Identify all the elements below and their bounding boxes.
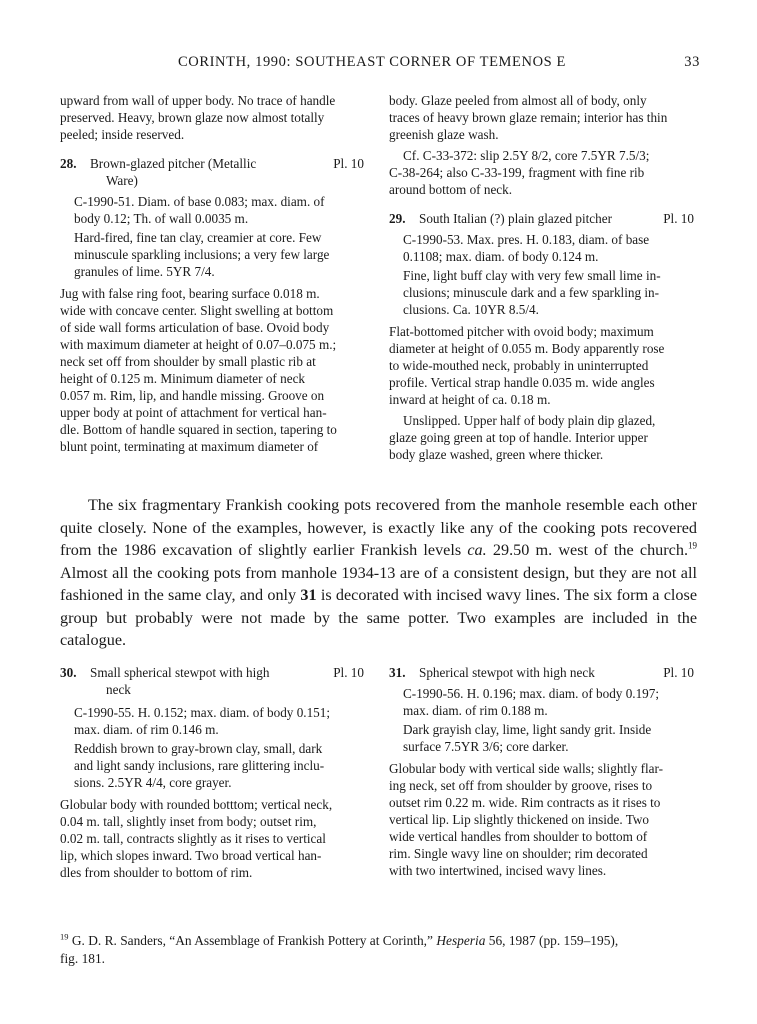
- body-paragraph: [60, 494, 697, 652]
- entry-name: Spherical stewpot with high neck: [419, 665, 595, 680]
- continuation-text: upward from wall of upper body. No trace of handle preserved. Heavy, brown glaze now almost totally peeled; inside reserved.: [60, 93, 336, 142]
- entry-30-description: Globular body with rounded botttom; vertical neck, 0.04 m. tall, slightly inset from body; outset rim, 0.02 m. tall, contracts slightly as it rises to vertical lip, which slopes inward. Two broad vertical han- dles from shoulder to bottom of rim.: [60, 797, 333, 880]
- paragraph-text: The six fragmentary Frankish cooking pots recovered from the manhole resemble each other quite closely. None of the examples, however, is exactly like any of the cooking pots recovered from the 1986 excavation of slightly earlier Frankish levels ca. 29.50 m. west of the church.$^{19}$ Almost all the cooking pots from manhole 1934-13 are of a consistent design, but they are not all fashioned in the same clay, and only 31 is decorated with incised wavy lines. The six form a close group but probably were not made by the same potter. Two examples are included in the catalogue.: [60, 496, 697, 649]
- comparanda-cont: C-38-264; also C-33-199, fragment with fine rib around bottom of neck.: [389, 165, 645, 197]
- entry-28-description: Jug with false ring foot, bearing surface 0.018 m. wide with concave center. Slight swelling at bottom of side wall forms articulation of base. Ovoid body with maximum diameter at height of 0.07–0.075 m.; neck set off from shoulder by small plastic rib at height of 0.125 m. Minimum diameter of neck 0.057 m. Rim, lip, and handle missing. Groove on upper body at point of attachment for vertical han- dle. Bottom of handle squared in section, tapering to blunt point, terminating at maximum diameter of: [60, 286, 337, 454]
- entry-31-fabric: Dark grayish clay, lime, light sandy grit. Inside surface 7.5YR 3/6; core darker.: [403, 722, 652, 754]
- plate-reference: Pl. 10: [663, 211, 694, 226]
- entry-29-glaze: Unslipped. Upper half of body plain dip glazed,: [403, 413, 656, 428]
- running-title: CORINTH, 1990: SOUTHEAST CORNER OF TEMENOS E: [178, 54, 566, 70]
- entry-number: 28.: [60, 156, 77, 171]
- entry-31-inventory: C-1990-56. H. 0.196; max. diam. of body 0.197; max. diam. of rim 0.188 m.: [403, 686, 660, 718]
- entry-31: [389, 664, 696, 879]
- plate-reference: Pl. 10: [333, 156, 364, 171]
- entry-29-glaze-cont: glaze going green at top of handle. Interior upper body glaze washed, green where thicker.: [389, 430, 648, 462]
- entry-29-heading: [389, 210, 696, 227]
- entry-29-inventory: C-1990-53. Max. pres. H. 0.183, diam. of base 0.1108; max. diam. of body 0.124 m.: [403, 232, 650, 264]
- entry-30: [60, 664, 366, 881]
- entry-29-fabric: Fine, light buff clay with very few small lime in- clusions; minuscule dark and a few sparkling in- clusions. Ca. 10YR 8.5/4.: [403, 268, 661, 317]
- continuation-text: body. Glaze peeled from almost all of body, only traces of heavy brown glaze remain; interior has thin greenish glaze wash.: [389, 93, 668, 142]
- entry-29-description: Flat-bottomed pitcher with ovoid body; maximum diameter at height of 0.055 m. Body apparently rose to wide-mouthed neck, probably in uninterrupted profile. Vertical strap handle 0.035 m. wide angles inward at height of ca. 0.18 m.: [389, 324, 665, 407]
- entry-30-fabric: Reddish brown to gray-brown clay, small, dark and light sandy inclusions, rare glittering inclu- sions. 2.5YR 4/4, core grayer.: [74, 741, 325, 790]
- entry-28-heading: [60, 155, 366, 189]
- footnote-reference: 19: [688, 540, 697, 551]
- left-column: [60, 92, 366, 455]
- entry-number: 30.: [60, 665, 77, 680]
- entry-28-fabric: Hard-fired, fine tan clay, creamier at core. Few minuscule sparkling inclusions; a very few large granules of lime. 5YR 7/4.: [74, 230, 330, 279]
- right-column: [389, 92, 696, 463]
- entry-31-heading: [389, 664, 696, 681]
- footnote-line: $^{19}$ G. D. R. Sanders, “An Assemblage of Frankish Pottery at Corinth,” Hesperia 56, 1987 (pp. 159–195),: [60, 931, 619, 948]
- entry-name: South Italian (?) plain glazed pitcher: [419, 211, 612, 226]
- footnote-mark: 19: [60, 931, 69, 942]
- running-header: [60, 54, 700, 76]
- entry-number: 31.: [389, 665, 406, 680]
- plate-reference: Pl. 10: [663, 665, 694, 680]
- entry-name: Brown-glazed pitcher (Metallic Ware): [90, 156, 257, 188]
- page-number: 33: [684, 54, 700, 70]
- catalogue-reference: 31: [300, 586, 317, 604]
- entry-30-heading: [60, 664, 366, 698]
- plate-reference: Pl. 10: [333, 665, 364, 680]
- entry-30-inventory: C-1990-55. H. 0.152; max. diam. of body 0.151; max. diam. of rim 0.146 m.: [74, 705, 331, 737]
- footnote: [60, 932, 697, 968]
- entry-28-inventory: C-1990-51. Diam. of base 0.083; max. diam. of body 0.12; Th. of wall 0.0035 m.: [74, 194, 325, 226]
- footnote-line-2: fig. 181.: [60, 951, 106, 966]
- entry-number: 29.: [389, 211, 406, 226]
- entry-name: Small spherical stewpot with high neck: [90, 665, 270, 697]
- comparanda: Cf. C-33-372: slip 2.5Y 8/2, core 7.5YR 7.5/3;: [403, 148, 650, 163]
- entry-31-description: Globular body with vertical side walls; slightly flar- ing neck, set off from shoulder by groove, rises to outset rim 0.22 m. wide. Rim contracts as it rises to vertical lip. Lip slightly thickened on inside. Two wide vertical handles from shoulder to bottom of rim. Single wavy line on shoulder; rim decorated with two intertwined, incised wavy lines.: [389, 761, 664, 878]
